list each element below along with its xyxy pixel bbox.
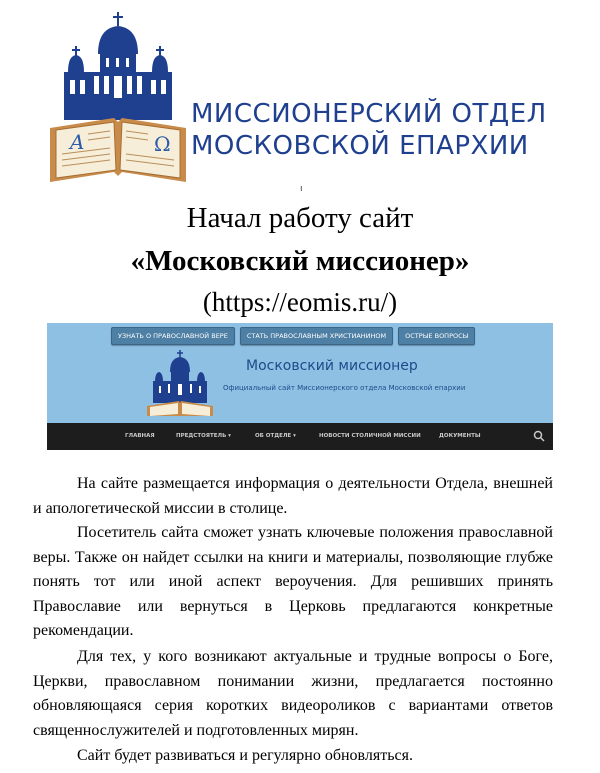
site-menu-documents[interactable]: ДОКУМЕНТЫ (439, 433, 481, 439)
department-title-line2: МОСКОВСКОЙ ЕПАРХИИ (191, 131, 529, 161)
cathedral-book-emblem-icon (48, 10, 188, 190)
small-mark: ı (300, 184, 303, 194)
paragraph-visitor: Посетитель сайта сможет узнать ключевые положения православной веры. Также он найдет ссылки на книги и материалы, позволяющие глубже понять тот или иной аспект вероучения. Для решивших принять Православие или вернуться в Церковь предлагаются конкретные рекомендации. (33, 524, 553, 639)
department-title (191, 98, 547, 162)
department-logo (48, 10, 560, 190)
site-menu-home[interactable]: ГЛАВНАЯ (125, 433, 155, 439)
site-button-become-christian[interactable]: СТАТЬ ПРАВОСЛАВНЫМ ХРИСТИАНИНОМ (240, 327, 393, 345)
headline-url: (https://eomis.ru/) (202, 287, 398, 317)
headline-line1: Начал работу сайт (186, 202, 414, 234)
paragraph-videos: Для тех, у кого возникают актуальные и трудные вопросы о Боге, Церкви, православном понимании жизни, предлагается постоянно обновляющаяся серия коротких видеороликов с вариантами ответов священнослужителей и подготовленных мирян. (33, 648, 553, 739)
site-top-buttons (111, 327, 475, 345)
website-screenshot (47, 323, 553, 450)
paragraph-info: На сайте размещается информация о деятельности Отдела, внешней и апологетической миссии в столице. (33, 475, 553, 517)
site-menu-primate[interactable]: ПРЕДСТОЯТЕЛЬ ▾ (176, 433, 231, 439)
paragraph-updates: Сайт будет развиваться и регулярно обновляться. (77, 747, 413, 764)
site-tagline: Официальный сайт Миссионерского отдела Московской епархии (223, 384, 466, 392)
site-cathedral-logo-icon (145, 348, 215, 416)
headline-site-name: «Московский миссионер» (130, 245, 470, 277)
omega-letter: Ω (154, 132, 171, 156)
site-button-learn-faith[interactable]: УЗНАТЬ О ПРАВОСЛАВНОЙ ВЕРЕ (111, 327, 235, 345)
site-menu-news[interactable]: НОВОСТИ СТОЛИЧНОЙ МИССИИ (319, 433, 421, 439)
site-menu-bar (47, 423, 553, 450)
site-name: Московский миссионер (246, 358, 418, 374)
site-menu-about[interactable]: ОБ ОТДЕЛЕ ▾ (255, 433, 296, 439)
department-title-line1: МИССИОНЕРСКИЙ ОТДЕЛ (191, 99, 547, 129)
site-button-hot-questions[interactable]: ОСТРЫЕ ВОПРОСЫ (398, 327, 475, 345)
search-icon[interactable] (533, 430, 545, 442)
alpha-letter: A (70, 130, 85, 154)
